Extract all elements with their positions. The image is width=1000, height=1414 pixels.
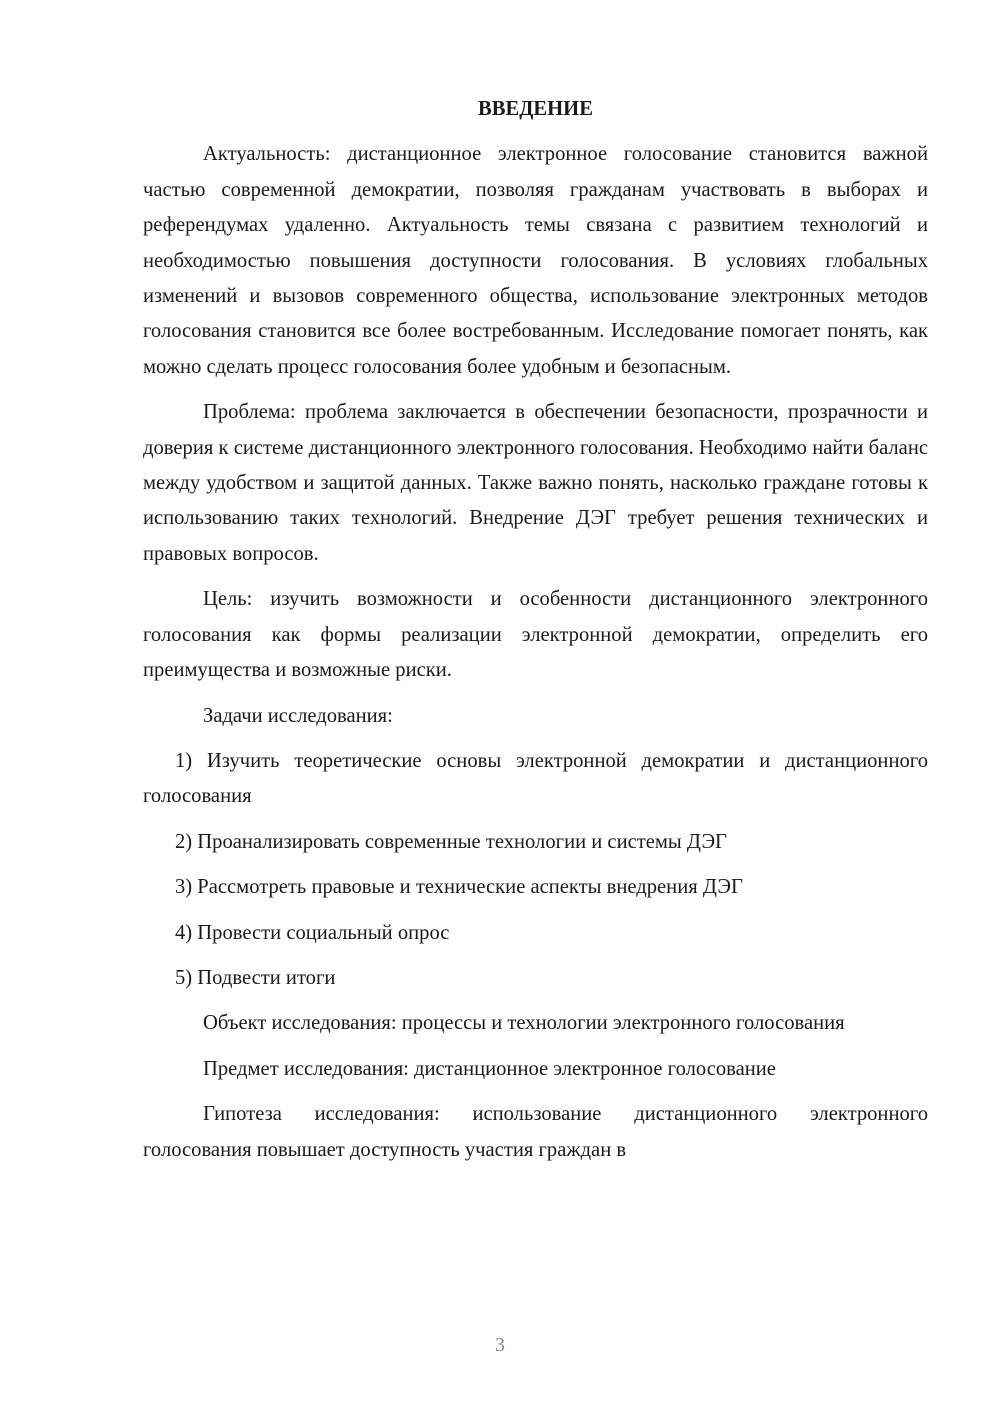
paragraph-tasks-heading: Задачи исследования: <box>203 704 393 727</box>
paragraph-problem: Проблема: проблема заключается в обеспечении безопасности, прозрачности и доверия к системе дистанционного электронного голосования. Необходимо найти баланс между удобством и защитой данных. Также важно понять, насколько граждане готовы к использованию таких технологий. Внедрение ДЭГ требует решения технических и правовых вопросов. <box>143 401 928 565</box>
task-item-2: 2) Проанализировать современные технологии и системы ДЭГ <box>175 830 727 853</box>
paragraph-hypothesis: Гипотеза исследования: использование дистанционного электронного голосования повышает доступность участия граждан в <box>143 1103 928 1161</box>
task-item-4: 4) Провести социальный опрос <box>175 921 450 944</box>
page-number: 3 <box>495 1334 505 1356</box>
task-item-3: 3) Рассмотреть правовые и технические аспекты внедрения ДЭГ <box>175 876 743 899</box>
paragraph-goal: Цель: изучить возможности и особенности дистанционного электронного голосования как формы реализации электронной демократии, определить его преимущества и возможные риски. <box>143 588 928 682</box>
paragraph-subject: Предмет исследования: дистанционное электронное голосование <box>203 1057 776 1080</box>
section-title: ВВЕДЕНИЕ <box>478 98 593 120</box>
paragraph-object: Объект исследования: процессы и технологии электронного голосования <box>203 1012 845 1035</box>
document-page <box>143 92 928 1178</box>
task-item-5: 5) Подвести итоги <box>175 966 336 989</box>
task-item-1: 1) Изучить теоретические основы электронной демократии и дистанционного голосования <box>143 749 928 808</box>
paragraph-relevance: Актуальность: дистанционное электронное голосование становится важной частью современной демократии, позволяя гражданам участвовать в выборах и референдумах удаленно. Актуальность темы связана с развитием технологий и необходимостью повышения доступности голосования. В условиях глобальных изменений и вызовов современного общества, использование электронных методов голосования становится все более востребованным. Исследование помогает понять, как можно сделать процесс голосования более удобным и безопасным. <box>143 143 928 378</box>
